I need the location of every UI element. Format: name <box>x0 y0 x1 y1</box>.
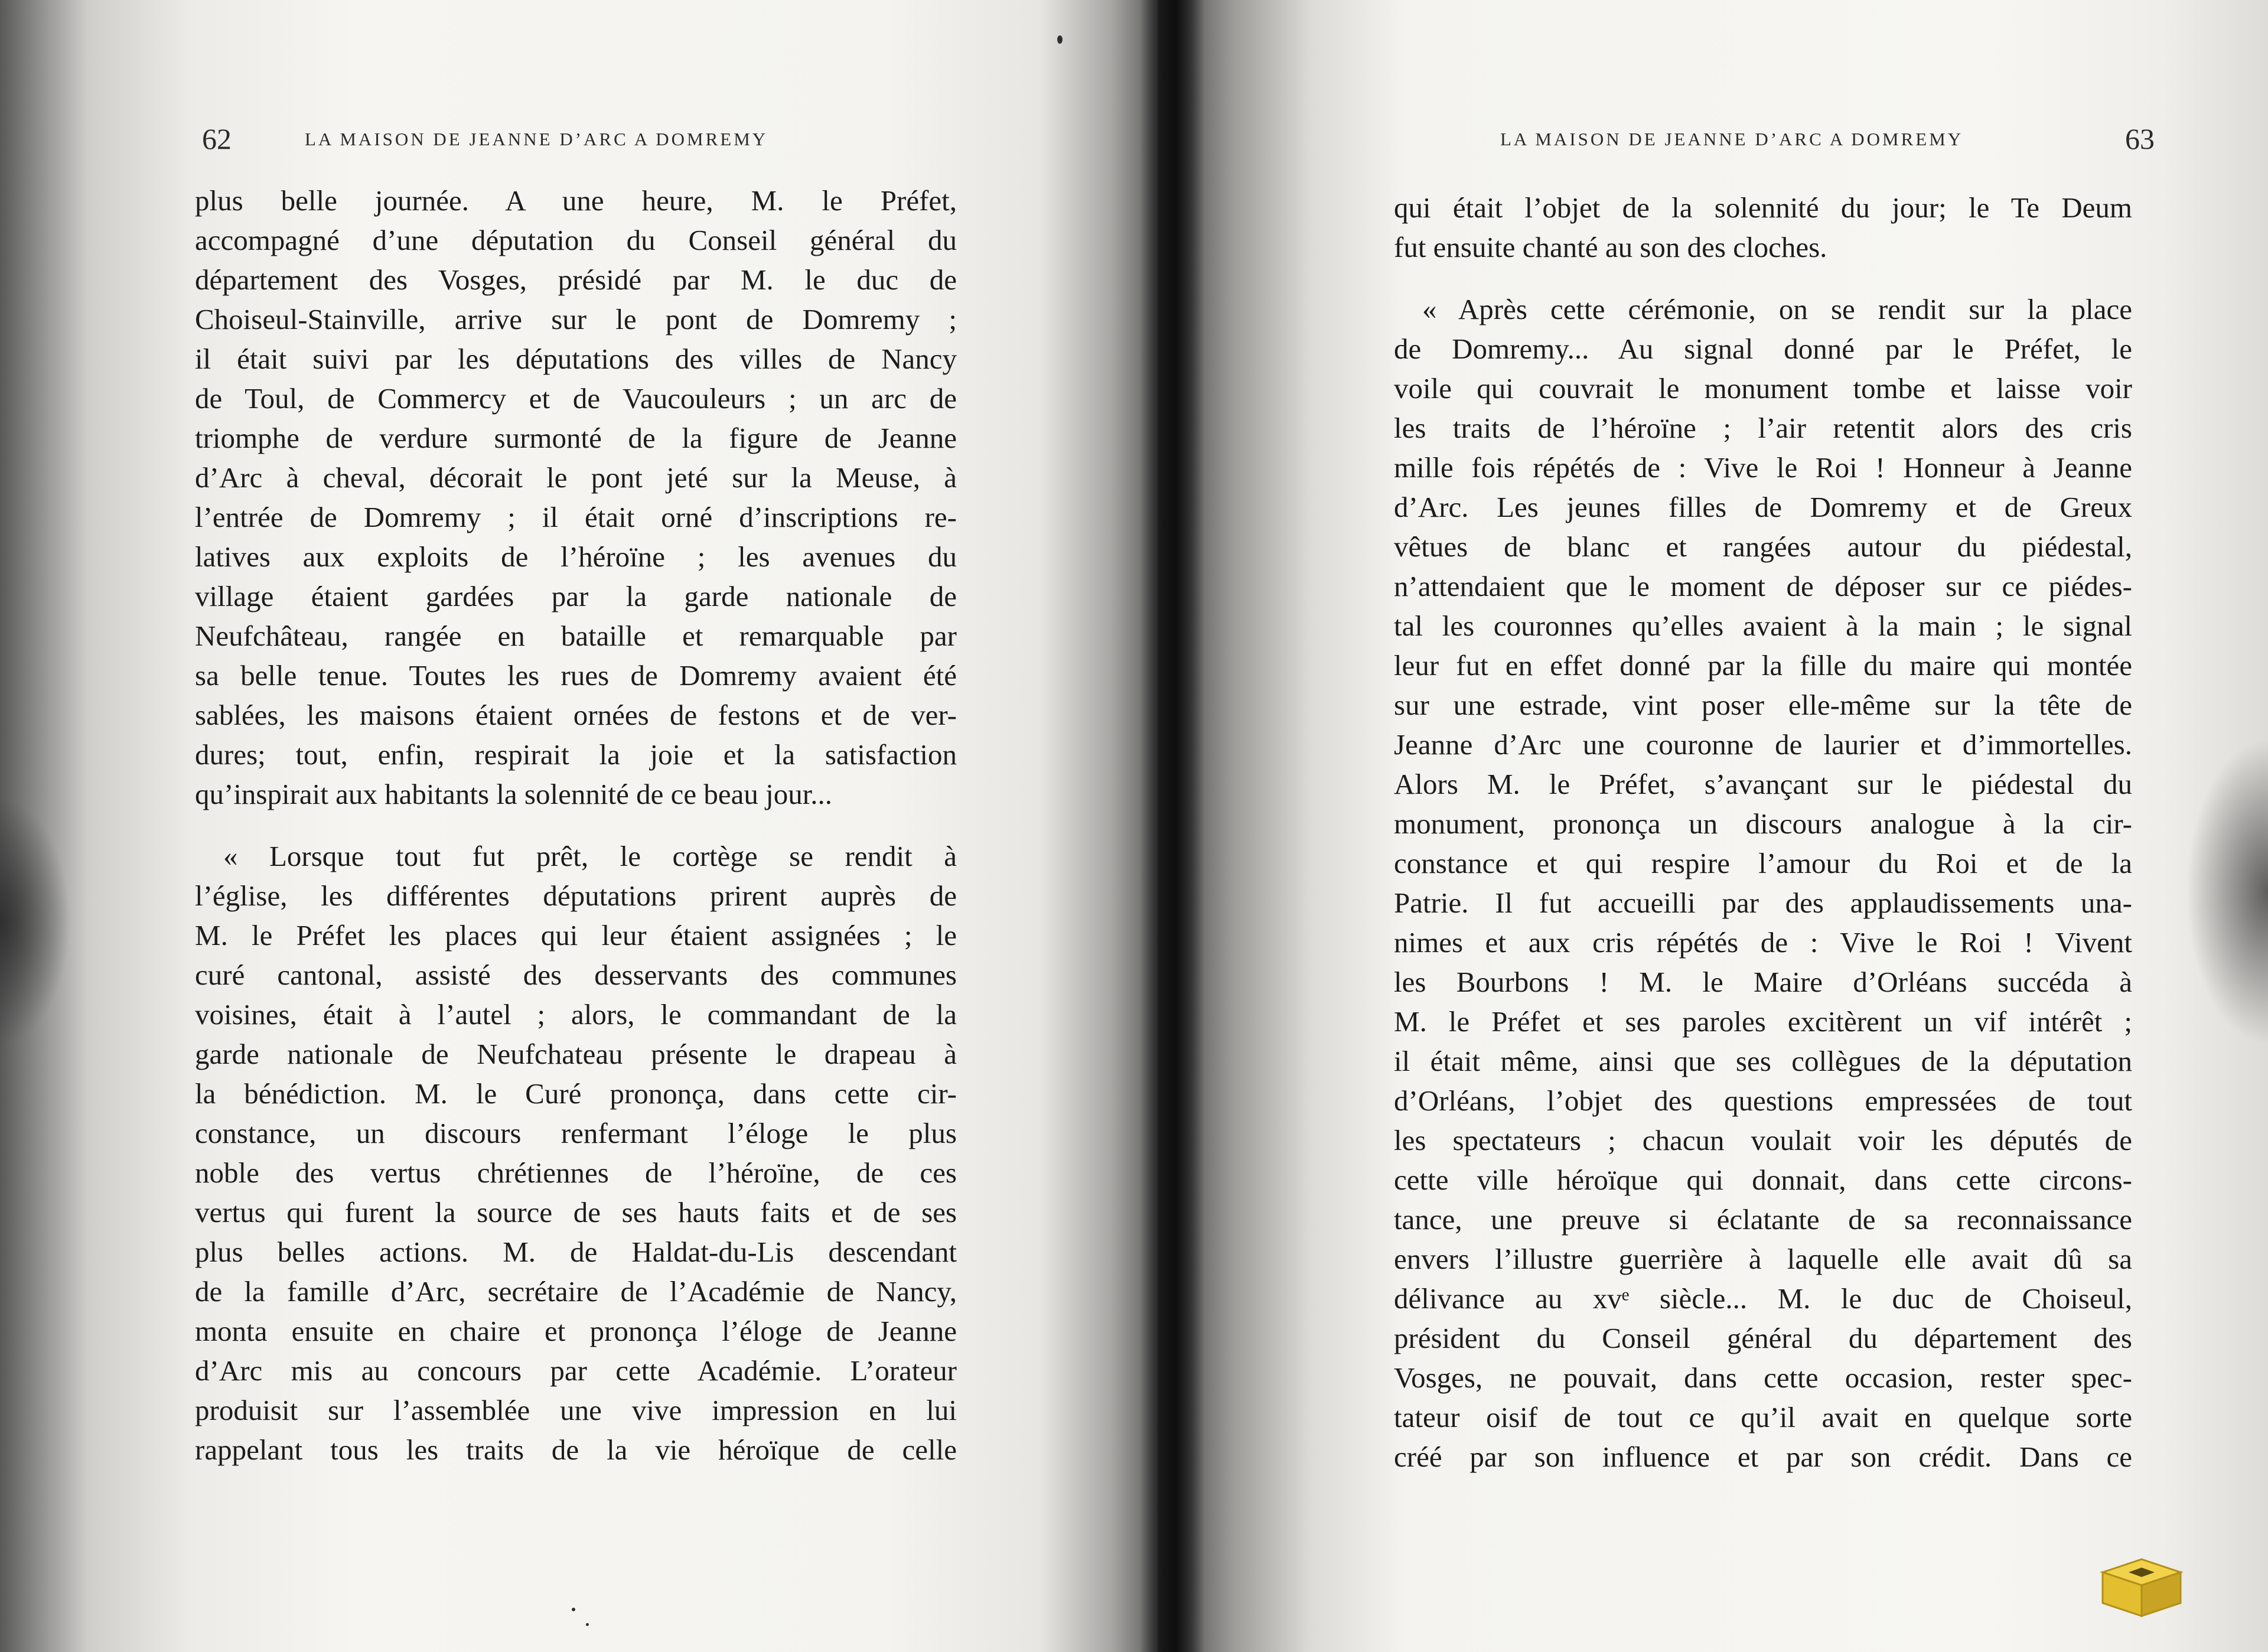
text-line: village étaient gardées par la garde nationale de <box>195 580 957 612</box>
text-line: n’attendaient que le moment de déposer sur ce piédes- <box>1394 570 2132 602</box>
text-line: envers l’illustre guerrière à laquelle elle avait dû sa <box>1394 1243 2132 1275</box>
text-line: délivance au xvᵉ siècle... M. le duc de Choiseul, <box>1394 1282 2132 1315</box>
text-line: de la famille d’Arc, secrétaire de l’Académie de Nancy, <box>195 1275 957 1308</box>
text-line: d’Arc mis au concours par cette Académie. L’orateur <box>195 1354 957 1387</box>
text-line: de Toul, de Commercy et de Vaucouleurs ; un arc de <box>195 382 957 415</box>
text-line: produisit sur l’assemblée une vive impression en lui <box>195 1394 957 1426</box>
text-line: constance et qui respire l’amour du Roi et de la <box>1394 847 2132 879</box>
right-page <box>1158 0 2268 1652</box>
text-line: d’Orléans, l’objet des questions empressées de tout <box>1394 1084 2132 1117</box>
book-gutter <box>1140 0 1205 1652</box>
left-edge-shadow <box>0 797 71 1045</box>
text-line: département des Vosges, présidé par M. le duc de <box>195 263 957 296</box>
text-line: sablées, les maisons étaient ornées de festons et de ver- <box>195 699 957 731</box>
text-line: sa belle tenue. Toutes les rues de Domremy avaient été <box>195 659 957 692</box>
text-line: tance, une preuve si éclatante de sa reconnaissance <box>1394 1203 2132 1236</box>
text-line: triomphe de verdure surmonté de la figure de Jeanne <box>195 422 957 454</box>
text-line: cette ville héroïque qui donnait, dans cette circons- <box>1394 1164 2132 1196</box>
text-line: constance, un discours renfermant l’éloge le plus <box>195 1117 957 1149</box>
text-line: Neufchâteau, rangée en bataille et remarquable par <box>195 620 957 652</box>
text-line: les spectateurs ; chacun voulait voir les députés de <box>1394 1124 2132 1156</box>
text-line: Vosges, ne pouvait, dans cette occasion, rester spec- <box>1394 1361 2132 1394</box>
dust-speck <box>572 1608 575 1611</box>
text-line: les traits de l’héroïne ; l’air retentit alors des cris <box>1394 412 2132 444</box>
text-line: garde nationale de Neufchateau présente le drapeau à <box>195 1038 957 1070</box>
text-line: fut ensuite chanté au son des cloches. <box>1394 231 1827 263</box>
text-line: vertus qui furent la source de ses hauts faits et de ses <box>195 1196 957 1229</box>
text-line: sur une estrade, vint poser elle-même sur la tête de <box>1394 689 2132 721</box>
text-line: M. le Préfet et ses paroles excitèrent un vif intérêt ; <box>1394 1005 2132 1038</box>
text-line: monument, prononça un discours analogue à la cir- <box>1394 807 2132 840</box>
right-body-text <box>1394 188 2132 1477</box>
text-line: voile qui couvrait le monument tombe et laisse voir <box>1394 372 2132 405</box>
text-line: « Lorsque tout fut prêt, le cortège se rendit à <box>223 840 957 872</box>
text-line: l’entrée de Domremy ; il était orné d’inscriptions re- <box>195 501 957 533</box>
text-line: les Bourbons ! M. le Maire d’Orléans succéda à <box>1394 966 2132 998</box>
right-running-head: LA MAISON DE JEANNE D’ARC A DOMREMY <box>1500 129 1964 149</box>
text-line: noble des vertus chrétiennes de l’héroïne, de ces <box>195 1156 957 1189</box>
text-line: « Après cette cérémonie, on se rendit sur la place <box>1422 293 2132 325</box>
text-line: vêtues de blanc et rangées autour du piédestal, <box>1394 530 2132 563</box>
yellow-cube-logo-icon <box>2098 1555 2185 1621</box>
text-line: plus belles actions. M. de Haldat-du-Lis descendant <box>195 1236 957 1268</box>
text-line: Alors M. le Préfet, s’avançant sur le piédestal du <box>1394 768 2132 800</box>
text-line: leur fut en effet donné par la fille du maire qui montée <box>1394 649 2132 682</box>
text-line: il était même, ainsi que ses collègues de la députation <box>1394 1045 2132 1077</box>
paragraph-gap <box>195 814 957 836</box>
text-line: M. le Préfet les places qui leur étaient assignées ; le <box>195 919 957 952</box>
text-line: accompagné d’une députation du Conseil général du <box>195 224 957 256</box>
text-line: Patrie. Il fut accueilli par des applaudissements una- <box>1394 887 2132 919</box>
text-line: l’église, les différentes députations prirent auprès de <box>195 879 957 912</box>
dust-speck <box>1057 35 1063 44</box>
text-line: tateur oisif de tout ce qu’il avait en quelque sorte <box>1394 1401 2132 1433</box>
left-running-head: LA MAISON DE JEANNE D’ARC A DOMREMY <box>305 129 768 149</box>
text-line: Choiseul-Stainville, arrive sur le pont de Domremy ; <box>195 303 957 335</box>
text-line: il était suivi par les députations des villes de Nancy <box>195 343 957 375</box>
text-line: créé par son influence et par son crédit. Dans ce <box>1394 1441 2132 1473</box>
text-line: président du Conseil général du département des <box>1394 1322 2132 1354</box>
text-line: la bénédiction. M. le Curé prononça, dans cette cir- <box>195 1077 957 1110</box>
text-line: qui était l’objet de la solennité du jour; le Te Deum <box>1394 191 2132 224</box>
text-line: dures; tout, enfin, respirait la joie et la satisfaction <box>195 738 957 771</box>
text-line: de Domremy... Au signal donné par le Préfet, le <box>1394 333 2132 365</box>
text-line: latives aux exploits de l’héroïne ; les avenues du <box>195 540 957 573</box>
text-line: qu’inspirait aux habitants la solennité de ce beau jour... <box>195 778 833 810</box>
text-line: rappelant tous les traits de la vie héroïque de celle <box>195 1433 957 1466</box>
text-line: d’Arc à cheval, décorait le pont jeté sur la Meuse, à <box>195 461 957 494</box>
text-line: d’Arc. Les jeunes filles de Domremy et de Greux <box>1394 491 2132 523</box>
left-body-text <box>195 181 957 1469</box>
text-line: nimes et aux cris répétés de : Vive le Roi ! Vivent <box>1394 926 2132 959</box>
right-edge-shadow <box>2185 738 2268 1045</box>
paragraph-gap <box>1394 267 2132 289</box>
text-line: voisines, était à l’autel ; alors, le commandant de la <box>195 998 957 1031</box>
text-line: curé cantonal, assisté des desservants des communes <box>195 959 957 991</box>
left-page-number: 62 <box>202 122 232 155</box>
text-line: monta ensuite en chaire et prononça l’éloge de Jeanne <box>195 1315 957 1347</box>
dust-speck <box>586 1623 589 1626</box>
text-line: plus belle journée. A une heure, M. le Préfet, <box>195 184 957 217</box>
right-page-number: 63 <box>2125 122 2155 155</box>
text-line: mille fois répétés de : Vive le Roi ! Honneur à Jeanne <box>1394 451 2132 484</box>
text-line: Jeanne d’Arc une couronne de laurier et d’immortelles. <box>1394 728 2132 761</box>
text-line: tal les couronnes qu’elles avaient à la main ; le signal <box>1394 610 2132 642</box>
